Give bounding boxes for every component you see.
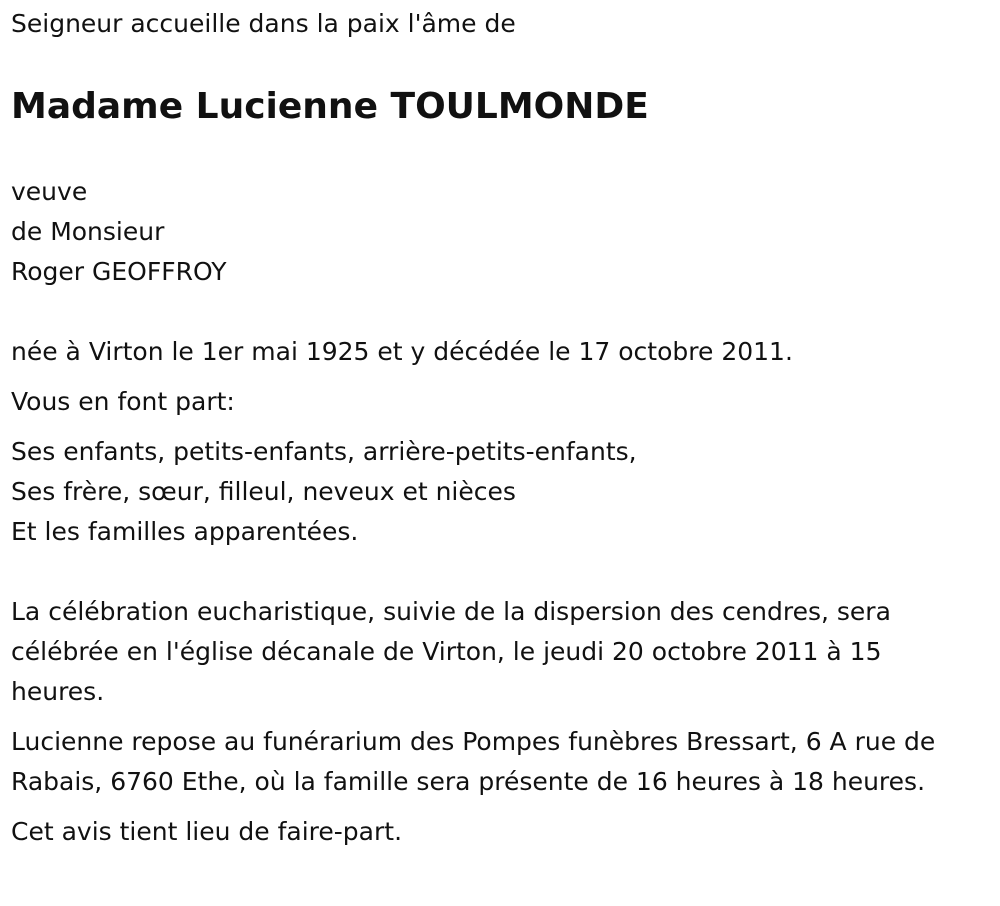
birth-death-text: née à Virton le 1er mai 1925 et y décédée le 17 octobre 2011. <box>11 337 793 366</box>
ceremony-text: La célébration eucharistique, suivie de la dispersion des cendres, sera célébrée en l'église décanale de Virton, le jeudi 20 octobre 2011 à 15 heures. <box>11 597 891 706</box>
spouse-block <box>11 172 976 292</box>
spouse-line-3: Roger GEOFFROY <box>11 257 227 286</box>
deceased-name: Madame Lucienne TOULMONDE <box>11 86 649 127</box>
announce-text: Vous en font part: <box>11 387 235 416</box>
intro-text: Seigneur accueille dans la paix l'âme de <box>11 9 516 38</box>
repose-text: Lucienne repose au funérarium des Pompes funèbres Bressart, 6 A rue de Rabais, 6760 Ethe, où la famille sera présente de 16 heures à 18 heures. <box>11 727 936 796</box>
family-block <box>11 432 976 552</box>
spouse-line-1: veuve <box>11 177 88 206</box>
spouse-line-2: de Monsieur <box>11 217 165 246</box>
family-line-3: Et les familles apparentées. <box>11 517 359 546</box>
family-line-2: Ses frère, sœur, filleul, neveux et nièces <box>11 477 516 506</box>
closing-text: Cet avis tient lieu de faire-part. <box>11 817 403 846</box>
family-line-1: Ses enfants, petits-enfants, arrière-petits-enfants, <box>11 437 637 466</box>
obituary-notice <box>11 4 976 852</box>
